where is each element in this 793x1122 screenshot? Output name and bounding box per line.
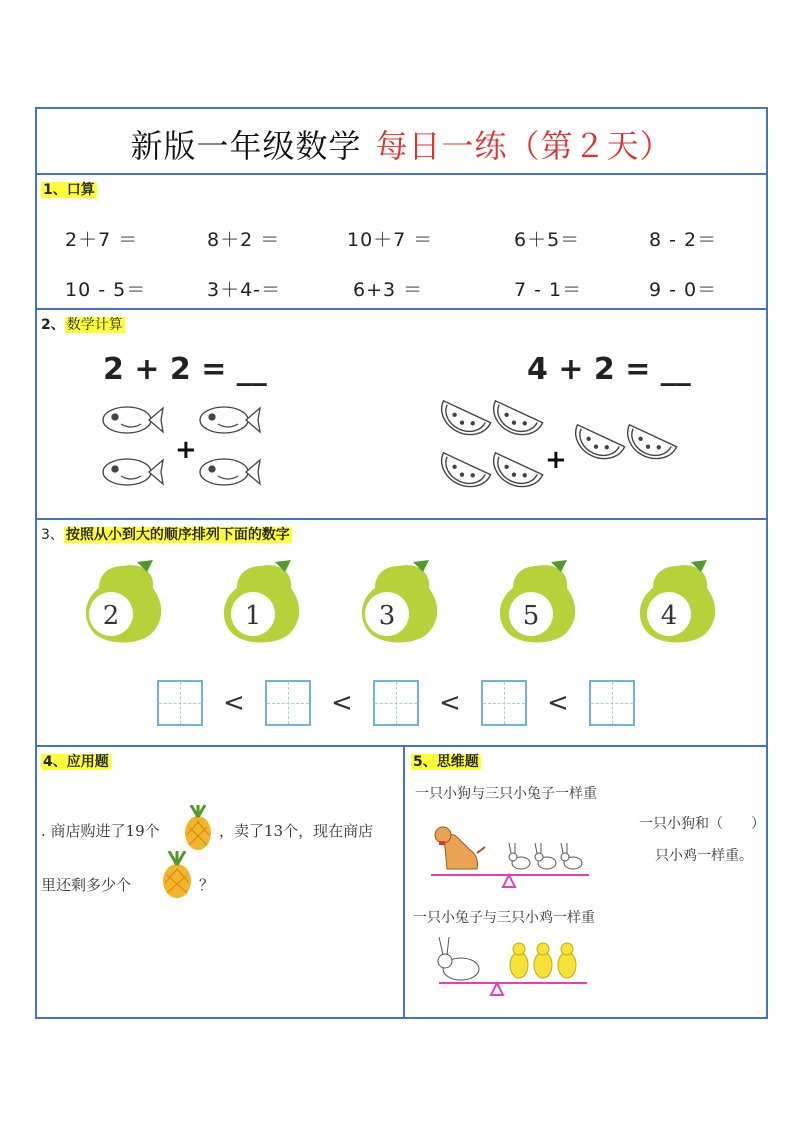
page-title <box>37 121 766 167</box>
less-than-sign: < <box>547 688 569 718</box>
equation: 3＋4-＝ <box>207 279 282 301</box>
pineapple-icon <box>161 851 193 899</box>
section-oral-calc <box>37 175 766 310</box>
section-3-heading: 3、 按照从小到大的顺序排列下面的数字 <box>41 527 290 543</box>
answer-box[interactable] <box>589 680 635 726</box>
equation: 10＋7 ＝ <box>347 229 434 251</box>
pear-card <box>495 558 579 648</box>
pear-card <box>81 558 165 648</box>
answer-box[interactable] <box>481 680 527 726</box>
title-sub: 每日一练（第２天） <box>375 127 673 165</box>
word-problem-line2b: ？ <box>199 876 215 894</box>
pear-number: 3 <box>378 601 396 631</box>
less-than-sign: < <box>331 688 353 718</box>
thinking-question-a: 一只小狗和（ ） <box>639 816 765 832</box>
less-than-sign: < <box>439 688 461 718</box>
pear-number: 2 <box>102 601 120 631</box>
section-math-calc <box>37 310 766 520</box>
title-main: 新版一年级数学 <box>130 127 362 165</box>
section-4-heading: 4、应用题 <box>43 754 109 770</box>
picture-equation-1: 2 + 2 = __ <box>103 352 267 387</box>
section-2-heading: 2、 数学计算 <box>41 317 123 333</box>
fish-group <box>93 398 273 498</box>
pear-card <box>219 558 303 648</box>
balance-rabbit-chicks <box>437 933 597 1003</box>
equation: 7 - 1＝ <box>514 279 583 301</box>
chick-icon <box>510 943 576 978</box>
pear-number: 4 <box>660 601 678 631</box>
column-divider <box>403 747 405 1017</box>
equation: 6＋5＝ <box>514 229 581 251</box>
answer-box[interactable] <box>157 680 203 726</box>
section-5-heading: 5、思维题 <box>413 754 479 770</box>
equation: 2＋7 ＝ <box>65 229 139 251</box>
rabbit-icon <box>509 843 582 869</box>
equation: 8＋2 ＝ <box>207 229 281 251</box>
dog-icon <box>435 827 485 869</box>
bottom-row <box>37 747 766 1017</box>
worksheet <box>35 107 768 1019</box>
answer-box[interactable] <box>265 680 311 726</box>
less-than-sign: < <box>223 688 245 718</box>
pear-number: 1 <box>244 601 262 631</box>
balance-dog-rabbits <box>429 813 599 893</box>
pear-number: 5 <box>522 601 540 631</box>
plus-sign: + <box>175 435 197 465</box>
word-problem-line1a: . 商店购进了19个 <box>41 822 160 840</box>
equation: 9 - 0＝ <box>649 279 718 301</box>
watermelon-group <box>433 396 683 506</box>
equation: 10 - 5＝ <box>65 279 147 301</box>
thinking-question-b: 只小鸡一样重。 <box>655 848 753 864</box>
thinking-line2: 一只小兔子与三只小鸡一样重 <box>413 910 595 926</box>
plus-sign: + <box>545 445 567 475</box>
section-ordering <box>37 520 766 747</box>
answer-box[interactable] <box>373 680 419 726</box>
equation: 6+3 ＝ <box>353 279 424 301</box>
rabbit-icon <box>438 937 479 980</box>
pineapple-icon <box>183 805 213 851</box>
word-problem-line2a: 里还剩多少个 <box>41 876 132 894</box>
thinking-line1: 一只小狗与三只小兔子一样重 <box>415 786 597 802</box>
section-1-heading: 1、口算 <box>43 182 95 198</box>
picture-equation-2: 4 + 2 = __ <box>527 352 691 387</box>
pear-card <box>357 558 441 648</box>
title-row <box>37 109 766 175</box>
equation: 8 - 2＝ <box>649 229 718 251</box>
word-problem-line1b: ，卖了13个，现在商店 <box>219 822 374 840</box>
pear-card <box>635 558 719 648</box>
